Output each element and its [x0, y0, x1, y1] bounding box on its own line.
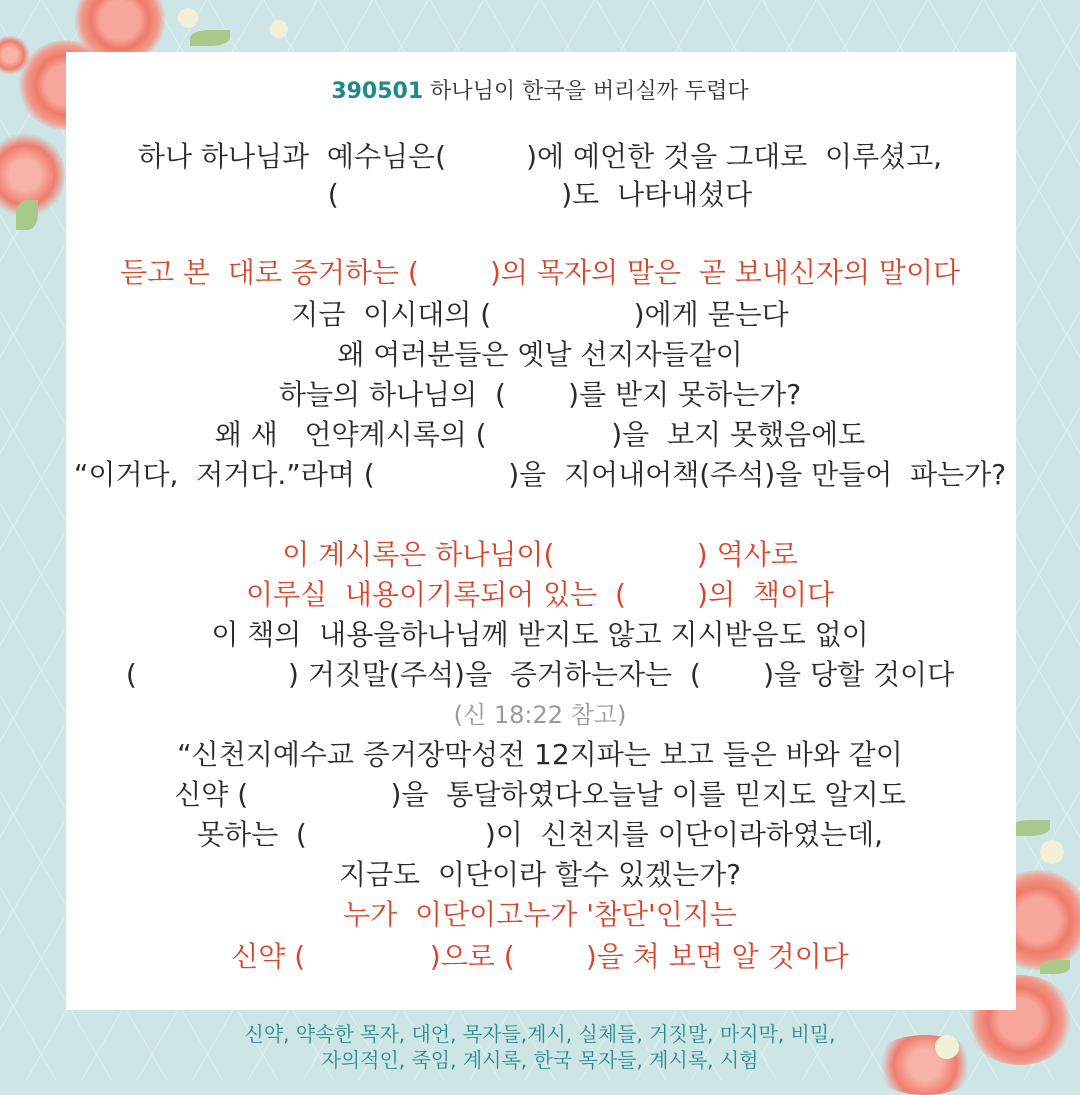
post-number: 390501 — [331, 79, 424, 104]
text-line: 지금 이시대의 ( )에게 묻는다 — [291, 298, 789, 331]
post-header — [0, 74, 1080, 105]
text-line: 왜 여러분들은 옛날 선지자들같이 — [337, 338, 743, 371]
text-line: ( )도 나타내셨다 — [327, 178, 753, 211]
text-line-highlight: 듣고 본 대로 증거하는 ( )의 목자의 말은 곧 보내신자의 말이다 — [119, 256, 961, 289]
post-title: 하나님이 한국을 버리실까 두렵다 — [430, 79, 749, 104]
text-line: 못하는 ( )이 신천지를 이단이라하였는데, — [196, 818, 884, 851]
text-line: “신천지예수교 증거장막성전 12지파는 보고 들은 바와 같이 — [177, 738, 903, 771]
text-line-highlight: 이루실 내용이기록되어 있는 ( )의 책이다 — [245, 578, 835, 611]
text-line-highlight: 신약 ( )으로 ( )을 쳐 보면 알 것이다 — [231, 940, 849, 973]
keyword-footer-line: 신약, 약속한 목자, 대언, 목자들,계시, 실체들, 거짓말, 마지막, 비밀, — [244, 1022, 836, 1046]
white-blossom-decoration — [270, 20, 288, 38]
text-line: “이거다, 저거다.”라며 ( )을 지어내어책(주석)을 만들어 파는가? — [73, 458, 1007, 491]
text-line: 지금도 이단이라 할수 있겠는가? — [338, 858, 742, 891]
text-line: 왜 새 언약계시록의 ( )을 보지 못했음에도 — [214, 418, 866, 451]
leaf-decoration — [190, 30, 230, 46]
keyword-footer-line: 자의적인, 죽임, 계시록, 한국 목자들, 계시록, 시험 — [321, 1048, 759, 1072]
scripture-reference: (신 18:22 참고) — [453, 701, 627, 729]
text-line-highlight: 누가 이단이고누가 '참단'인지는 — [343, 898, 737, 931]
white-blossom-decoration — [178, 8, 198, 28]
text-line-highlight: 이 계시록은 하나님이( ) 역사로 — [282, 538, 798, 571]
text-line: 하늘의 하나님의 ( )를 받지 못하는가? — [278, 378, 802, 411]
text-line: 하나 하나님과 예수님은( )에 예언한 것을 그대로 이루셨고, — [137, 140, 943, 173]
text-line: 신약 ( )을 통달하였다오늘날 이를 믿지도 알지도 — [174, 778, 906, 811]
text-line: 이 책의 내용을하나님께 받지도 않고 지시받음도 없이 — [211, 618, 869, 651]
text-line: ( ) 거짓말(주석)을 증거하는자는 ( )을 당할 것이다 — [125, 658, 955, 691]
